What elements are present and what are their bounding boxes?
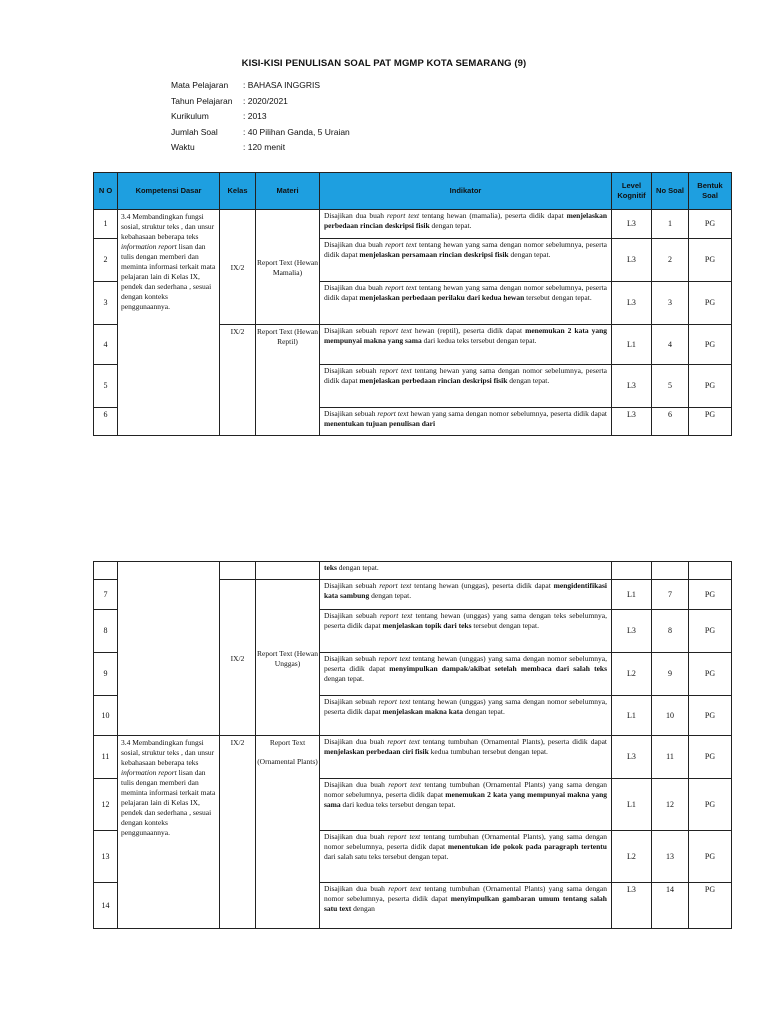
bentuk-soal-cell: PG — [689, 610, 732, 653]
bentuk-soal-cell: PG — [689, 736, 732, 779]
level-cell: L1 — [612, 696, 652, 736]
bentuk-soal-cell: PG — [689, 408, 732, 436]
no-soal-cell — [652, 562, 689, 580]
row-no: 14 — [94, 883, 118, 929]
bentuk-soal-cell: PG — [689, 325, 732, 365]
kelas-cell: IX/2 — [220, 580, 256, 736]
kelas-cell: IX/2 — [220, 210, 256, 325]
no-soal-cell: 6 — [652, 408, 689, 436]
row-no: 8 — [94, 610, 118, 653]
level-cell: L3 — [612, 610, 652, 653]
bentuk-soal-cell: PG — [689, 883, 732, 929]
indikator-cell: Disajikan sebuah report text hewan (reptil), peserta didik dapat menemukan 2 kata yang mempunyai makna yang sama dari kedua teks tersebut dengan tepat. — [320, 325, 612, 365]
meta-label: Mata Pelajaran — [171, 80, 229, 90]
bentuk-soal-cell: PG — [689, 831, 732, 883]
meta-value: : BAHASA INGGRIS — [243, 80, 320, 90]
no-soal-cell: 3 — [652, 282, 689, 325]
indikator-cell: Disajikan dua buah report text tentang tumbuhan (Ornamental Plants) yang sama dengan nomor sebelumnya, peserta didik dapat menemukan 2 kata yang mempunyai makna yang sama dari kedua teks tersebut dengan tepat. — [320, 779, 612, 831]
row-no: 10 — [94, 696, 118, 736]
bentuk-soal-cell: PG — [689, 210, 732, 239]
meta-row — [171, 96, 350, 112]
level-cell: L1 — [612, 580, 652, 610]
bentuk-soal-cell: PG — [689, 779, 732, 831]
header-level-kognitif: Level Kognitif — [612, 173, 652, 210]
kompetensi-dasar-cell — [118, 562, 220, 736]
row-no: 11 — [94, 736, 118, 779]
kelas-cell: IX/2 — [220, 325, 256, 436]
table-header-row — [94, 173, 732, 210]
indikator-cell: Disajikan sebuah report text tentang hewan yang sama dengan nomor sebelumnya, peserta didik dapat menjelaskan perbedaan rincian deskripsi fisik dengan tepat. — [320, 365, 612, 408]
kompetensi-dasar-cell: 3.4 Membandingkan fungsi sosial, struktur teks , dan unsur kebahasaan beberapa teks information report lisan dan tulis dengan memberi dan meminta informasi terkait mata pelajaran lain di Kelas IX, pendek dan sederhana , sesuai dengan konteks penggunaannya. — [118, 736, 220, 929]
no-soal-cell: 13 — [652, 831, 689, 883]
meta-row — [171, 111, 350, 127]
no-soal-cell: 12 — [652, 779, 689, 831]
indikator-cell: Disajikan dua buah report text tentang hewan yang sama dengan nomor sebelumnya, peserta didik dapat menjelaskan perbedaan perilaku dari kedua hewan tersebut dengan tepat. — [320, 282, 612, 325]
header-bentuk-soal: Bentuk Soal — [689, 173, 732, 210]
kelas-cell: IX/2 — [220, 736, 256, 929]
indikator-cell: Disajikan dua buah report text tentang tumbuhan (Ornamental Plants), yang sama dengan nomor sebelumnya, peserta didik dapat menentukan ide pokok pada paragraph tertentu dari salah satu teks tersebut dengan tepat. — [320, 831, 612, 883]
no-soal-cell: 2 — [652, 239, 689, 282]
meta-row — [171, 80, 350, 96]
row-no: 3 — [94, 282, 118, 325]
meta-row — [171, 142, 350, 158]
kompetensi-dasar-cell: 3.4 Membandingkan fungsi sosial, struktur teks , dan unsur kebahasaan beberapa teks information report lisan dan tulis dengan memberi dan meminta informasi terkait mata pelajaran lain di Kelas IX, pendek dan sederhana , sesuai dengan konteks penggunaannya. — [118, 210, 220, 436]
no-soal-cell: 9 — [652, 653, 689, 696]
materi-cell: Report Text (Hewan Unggas) — [256, 580, 320, 736]
level-cell: L1 — [612, 779, 652, 831]
materi-cell — [256, 562, 320, 580]
level-cell: L1 — [612, 325, 652, 365]
header-no-soal: No Soal — [652, 173, 689, 210]
table-row — [94, 736, 732, 779]
kelas-cell — [220, 562, 256, 580]
no-soal-cell: 14 — [652, 883, 689, 929]
level-cell: L2 — [612, 653, 652, 696]
level-cell: L3 — [612, 736, 652, 779]
materi-cell: Report Text (Hewan Mamalia) — [256, 210, 320, 325]
row-no: 12 — [94, 779, 118, 831]
indikator-cell: teks dengan tepat. — [320, 562, 612, 580]
row-no: 6 — [94, 408, 118, 436]
indikator-cell: Disajikan dua buah report text tentang tumbuhan (Ornamental Plants) yang sama dengan nomor sebelumnya, peserta didik dapat menyimpulkan gambaran umum tentang salah satu text dengan — [320, 883, 612, 929]
meta-value: : 120 menit — [243, 142, 286, 152]
level-cell: L3 — [612, 210, 652, 239]
kisi-table-page-1 — [93, 172, 732, 436]
header-no: N O — [94, 173, 118, 210]
row-no: 5 — [94, 365, 118, 408]
bentuk-soal-cell: PG — [689, 239, 732, 282]
row-no: 4 — [94, 325, 118, 365]
indikator-cell: Disajikan sebuah report text hewan yang sama dengan nomor sebelumnya, peserta didik dapat menentukan tujuan penulisan dari — [320, 408, 612, 436]
materi-cell: Report Text (Ornamental Plants) — [256, 736, 320, 929]
level-cell: L3 — [612, 239, 652, 282]
level-cell: L3 — [612, 282, 652, 325]
table-row — [94, 210, 732, 239]
indikator-cell: Disajikan dua buah report text tentang hewan yang sama dengan nomor sebelumnya, peserta didik dapat menjelaskan persamaan rincian deskripsi fisik dengan tepat. — [320, 239, 612, 282]
continuation-row — [94, 562, 732, 580]
meta-value: : 2013 — [243, 111, 267, 121]
header-kelas: Kelas — [220, 173, 256, 210]
meta-label: Waktu — [171, 142, 195, 152]
bentuk-soal-cell: PG — [689, 365, 732, 408]
no-soal-cell: 10 — [652, 696, 689, 736]
row-no — [94, 562, 118, 580]
level-cell: L3 — [612, 365, 652, 408]
header-indikator: Indikator — [320, 173, 612, 210]
row-no: 7 — [94, 580, 118, 610]
row-no: 2 — [94, 239, 118, 282]
level-cell: L2 — [612, 831, 652, 883]
indikator-cell: Disajikan dua buah report text tentang hewan (mamalia), peserta didik dapat menjelaskan perbedaan rincian deskripsi fisik dengan tepat. — [320, 210, 612, 239]
indikator-cell: Disajikan dua buah report text tentang tumbuhan (Ornamental Plants), peserta didik dapat menjelaskan perbedaan ciri fisik kedua tumbuhan tersebut dengan tepat. — [320, 736, 612, 779]
meta-label: Tahun Pelajaran — [171, 95, 233, 106]
kisi-table-page-2 — [93, 561, 732, 929]
level-cell — [612, 562, 652, 580]
row-no: 9 — [94, 653, 118, 696]
row-no: 13 — [94, 831, 118, 883]
bentuk-soal-cell: PG — [689, 696, 732, 736]
no-soal-cell: 11 — [652, 736, 689, 779]
level-cell: L3 — [612, 883, 652, 929]
meta-value: : 40 Pilihan Ganda, 5 Uraian — [243, 126, 350, 137]
indikator-cell: Disajikan sebuah report text tentang hewan (unggas) yang sama dengan teks sebelumnya, peserta didik dapat menjelaskan topik dari teks tersebut dengan tepat. — [320, 610, 612, 653]
level-cell: L3 — [612, 408, 652, 436]
indikator-cell: Disajikan sebuah report text tentang hewan (unggas) yang sama dengan nomor sebelumnya, peserta didik dapat menyimpulkan dampak/akibat setelah membaca dari salah teks dengan tepat. — [320, 653, 612, 696]
document-title: KISI-KISI PENULISAN SOAL PAT MGMP KOTA SEMARANG (9) — [241, 58, 527, 69]
meta-row — [171, 127, 350, 143]
meta-label: Jumlah Soal — [171, 126, 218, 137]
no-soal-cell: 4 — [652, 325, 689, 365]
bentuk-soal-cell — [689, 562, 732, 580]
indikator-cell: Disajikan sebuah report text tentang hewan (unggas), peserta didik dapat mengidentifikasi kata sambung dengan tepat. — [320, 580, 612, 610]
no-soal-cell: 1 — [652, 210, 689, 239]
row-no: 1 — [94, 210, 118, 239]
indikator-cell: Disajikan sebuah report text tentang hewan (unggas) yang sama dengan nomor sebelumnya, peserta didik dapat menjelaskan makna kata dengan tepat. — [320, 696, 612, 736]
bentuk-soal-cell: PG — [689, 282, 732, 325]
meta-label: Kurikulum — [171, 111, 209, 121]
meta-value: : 2020/2021 — [243, 95, 288, 106]
header-materi: Materi — [256, 173, 320, 210]
bentuk-soal-cell: PG — [689, 580, 732, 610]
bentuk-soal-cell: PG — [689, 653, 732, 696]
no-soal-cell: 5 — [652, 365, 689, 408]
no-soal-cell: 7 — [652, 580, 689, 610]
meta-info — [171, 80, 350, 158]
header-kompetensi-dasar: Kompetensi Dasar — [118, 173, 220, 210]
materi-cell: Report Text (Hewan Reptil) — [256, 325, 320, 436]
no-soal-cell: 8 — [652, 610, 689, 653]
